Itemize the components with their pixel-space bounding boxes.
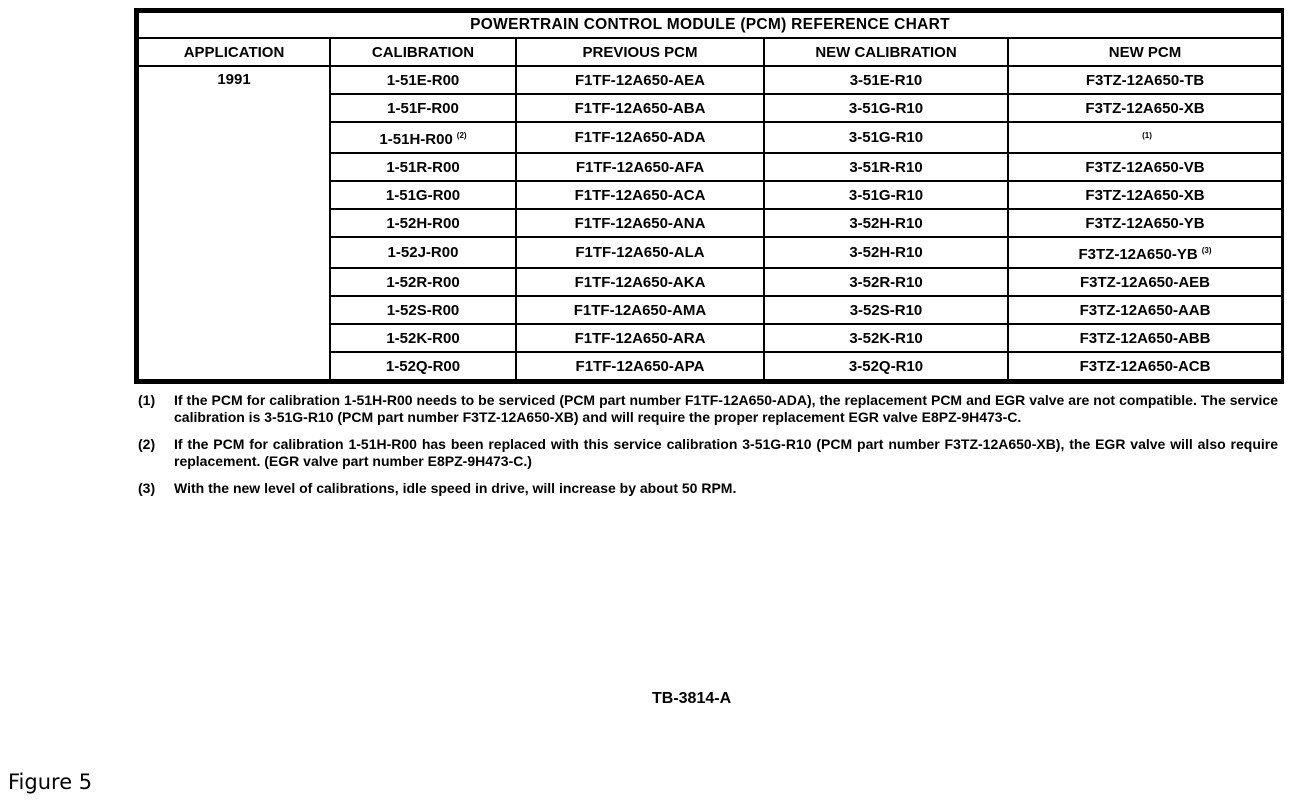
previous-pcm-cell — [516, 296, 764, 324]
calibration-cell-value: 1-51E-R00 — [386, 71, 460, 89]
new-pcm-cell-value: F3TZ-12A650-ABB — [1079, 329, 1211, 347]
new-calibration-cell-value: 3-52R-R10 — [849, 273, 923, 291]
new-pcm-cell — [1008, 268, 1282, 296]
new-pcm-cell-value: F3TZ-12A650-YB — [1078, 246, 1198, 263]
new-calibration-cell-value: 3-51E-R10 — [849, 71, 923, 89]
new-pcm-cell — [1008, 94, 1282, 122]
footnote — [138, 392, 1278, 426]
new-pcm-cell-value: F3TZ-12A650-YB — [1085, 214, 1205, 232]
new-calibration-cell — [764, 66, 1008, 94]
new-calibration-cell — [764, 94, 1008, 122]
header-calibration: CALIBRATION — [330, 38, 516, 66]
calibration-cell-value: 1-51H-R00 — [379, 131, 453, 148]
new-calibration-cell — [764, 352, 1008, 380]
new-calibration-cell-value: 3-51R-R10 — [849, 158, 923, 176]
new-calibration-cell — [764, 268, 1008, 296]
calibration-cell — [330, 153, 516, 181]
previous-pcm-cell-value: F1TF-12A650-ABA — [574, 99, 706, 117]
calibration-cell-value: 1-52J-R00 — [387, 244, 459, 261]
new-pcm-cell-value: F3TZ-12A650-VB — [1085, 158, 1205, 176]
calibration-cell-value: 1-52S-R00 — [386, 301, 460, 319]
footnote-reference: (3) — [1201, 246, 1212, 255]
document-number: TB-3814-A — [652, 690, 732, 707]
calibration-cell — [330, 237, 516, 268]
new-calibration-cell-value: 3-51G-R10 — [848, 129, 924, 146]
calibration-cell — [330, 352, 516, 380]
calibration-cell-value: 1-51R-R00 — [386, 158, 460, 176]
calibration-cell-value: 1-51F-R00 — [387, 99, 459, 117]
calibration-cell-value: 1-52K-R00 — [386, 329, 460, 347]
new-calibration-cell-value: 3-52H-R10 — [849, 214, 923, 232]
footnotes — [138, 392, 1278, 507]
new-pcm-cell — [1008, 352, 1282, 380]
previous-pcm-cell — [516, 237, 764, 268]
new-pcm-cell-value: F3TZ-12A650-XB — [1085, 99, 1205, 117]
previous-pcm-cell — [516, 268, 764, 296]
footnote-number: (1) — [138, 392, 156, 408]
new-pcm-cell-value: F3TZ-12A650-TB — [1085, 71, 1205, 89]
footnote-text: If the PCM for calibration 1-51H-R00 needs to be serviced (PCM part number F1TF-12A650-ADA), the replacement PCM and EGR valve are not compatible. The service calibration is 3-51G-R10 (PCM part number F3TZ-12A650-XB) and will require the proper replacement EGR valve E8PZ-9H473-C. — [174, 392, 1278, 425]
header-previous-pcm: PREVIOUS PCM — [516, 38, 764, 66]
previous-pcm-cell — [516, 181, 764, 209]
table-body — [138, 66, 1282, 380]
new-calibration-cell-value: 3-52H-R10 — [849, 244, 923, 261]
previous-pcm-cell — [516, 352, 764, 380]
new-pcm-cell-value: F3TZ-12A650-AAB — [1079, 301, 1211, 319]
footnote-number: (3) — [138, 480, 156, 496]
calibration-cell — [330, 324, 516, 352]
pcm-reference-chart — [134, 8, 1284, 384]
new-pcm-cell — [1008, 181, 1282, 209]
new-calibration-cell-value: 3-52K-R10 — [849, 329, 923, 347]
application-cell: 1991 — [138, 66, 330, 380]
previous-pcm-cell-value: F1TF-12A650-ANA — [574, 214, 706, 232]
calibration-cell — [330, 268, 516, 296]
calibration-cell — [330, 66, 516, 94]
new-pcm-cell-value: F3TZ-12A650-AEB — [1079, 273, 1211, 291]
new-calibration-cell — [764, 181, 1008, 209]
calibration-cell — [330, 181, 516, 209]
previous-pcm-cell — [516, 94, 764, 122]
previous-pcm-cell — [516, 209, 764, 237]
header-new-calibration: NEW CALIBRATION — [764, 38, 1008, 66]
previous-pcm-cell — [516, 324, 764, 352]
new-calibration-cell-value: 3-51G-R10 — [848, 99, 924, 117]
new-calibration-cell-value: 3-52S-R10 — [849, 301, 923, 319]
previous-pcm-cell-value: F1TF-12A650-ARA — [574, 329, 706, 347]
previous-pcm-cell — [516, 66, 764, 94]
header-new-pcm: NEW PCM — [1008, 38, 1282, 66]
pcm-reference-table — [137, 11, 1283, 381]
new-pcm-cell — [1008, 66, 1282, 94]
footnote — [138, 480, 1278, 497]
new-calibration-cell-value: 3-52Q-R10 — [848, 357, 924, 375]
previous-pcm-cell — [516, 122, 764, 153]
calibration-cell-value: 1-51G-R00 — [385, 186, 461, 204]
previous-pcm-cell-value: F1TF-12A650-AMA — [573, 301, 707, 319]
previous-pcm-cell-value: F1TF-12A650-AEA — [574, 71, 706, 89]
new-pcm-cell — [1008, 122, 1282, 153]
footnote-reference: (1) — [1142, 131, 1152, 140]
calibration-cell — [330, 296, 516, 324]
new-calibration-cell-value: 3-51G-R10 — [848, 186, 924, 204]
figure-label: Figure 5 — [8, 770, 93, 794]
footnote-text: If the PCM for calibration 1-51H-R00 has been replaced with this service calibration 3-51G-R10 (PCM part number F3TZ-12A650-XB), the EGR valve will also require replacement. (EGR valve part number E8PZ-9H473-C.) — [174, 436, 1278, 469]
header-application: APPLICATION — [138, 38, 330, 66]
previous-pcm-cell-value: F1TF-12A650-ALA — [575, 244, 705, 261]
previous-pcm-cell-value: F1TF-12A650-AKA — [574, 273, 706, 291]
new-pcm-cell — [1008, 153, 1282, 181]
previous-pcm-cell-value: F1TF-12A650-AFA — [575, 158, 705, 176]
previous-pcm-cell-value: F1TF-12A650-ADA — [574, 129, 706, 146]
footnote-reference: (2) — [456, 131, 467, 140]
previous-pcm-cell-value: F1TF-12A650-ACA — [574, 186, 706, 204]
new-pcm-cell-value: F3TZ-12A650-ACB — [1079, 357, 1211, 375]
new-pcm-cell-value: F3TZ-12A650-XB — [1085, 186, 1205, 204]
calibration-cell — [330, 122, 516, 153]
table-row — [138, 66, 1282, 94]
calibration-cell — [330, 209, 516, 237]
new-pcm-cell — [1008, 324, 1282, 352]
new-pcm-cell — [1008, 296, 1282, 324]
footnote — [138, 436, 1278, 470]
previous-pcm-cell — [516, 153, 764, 181]
new-calibration-cell — [764, 237, 1008, 268]
footnote-text: With the new level of calibrations, idle speed in drive, will increase by about 50 RPM. — [174, 480, 737, 496]
new-calibration-cell — [764, 324, 1008, 352]
calibration-cell-value: 1-52H-R00 — [386, 214, 460, 232]
calibration-cell-value: 1-52R-R00 — [386, 273, 460, 291]
chart-title: POWERTRAIN CONTROL MODULE (PCM) REFERENCE CHART — [138, 12, 1282, 38]
calibration-cell-value: 1-52Q-R00 — [385, 357, 461, 375]
new-pcm-cell — [1008, 209, 1282, 237]
footnote-number: (2) — [138, 436, 156, 452]
calibration-cell — [330, 94, 516, 122]
previous-pcm-cell-value: F1TF-12A650-APA — [575, 357, 705, 375]
new-calibration-cell — [764, 122, 1008, 153]
new-calibration-cell — [764, 153, 1008, 181]
new-calibration-cell — [764, 209, 1008, 237]
new-calibration-cell — [764, 296, 1008, 324]
new-pcm-cell — [1008, 237, 1282, 268]
